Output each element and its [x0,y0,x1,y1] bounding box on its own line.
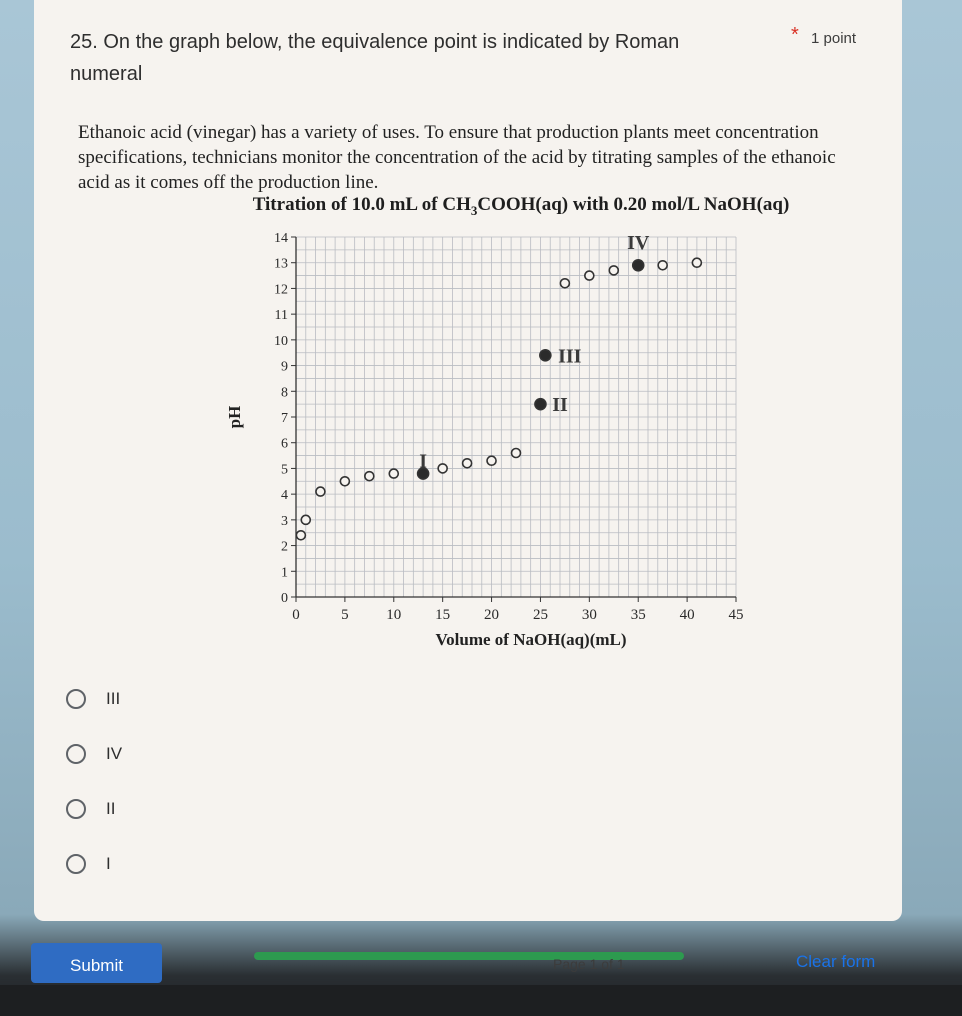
page-indicator: Page 1 of 1 [553,956,625,972]
point-annotation: IV [627,232,650,255]
option-label: I [106,854,111,873]
x-axis-label: Volume of NaOH(aq)(mL) [435,630,627,649]
x-tick-label: 25 [532,607,548,623]
y-tick-label: 9 [281,359,288,375]
option-row[interactable] [66,794,115,824]
radio-button[interactable] [66,744,86,764]
point-annotation: III [558,345,582,368]
y-tick-label: 4 [281,488,288,504]
question-context: Ethanoic acid (vinegar) has a variety of uses. To ensure that production plants meet concentration specifications, technicians monitor the concentration of the acid by titrating samples of the ethanoic acid as it comes off the production line. [78,122,836,193]
y-tick-label: 5 [281,462,288,478]
data-point [365,472,374,481]
data-point [389,469,398,478]
data-point [296,531,305,540]
y-tick-label: 1 [281,565,288,581]
points-label: 1 point [811,30,857,47]
y-tick-label: 10 [274,333,288,349]
x-tick-label: 40 [679,607,695,623]
option-label: III [106,689,121,708]
x-tick-label: 15 [435,607,451,623]
y-tick-label: 6 [281,436,288,452]
x-tick-label: 45 [728,607,744,623]
data-point [316,487,325,496]
point-annotation: II [552,394,568,417]
y-axis-label: pH [225,405,244,429]
x-tick-label: 35 [630,607,646,623]
submit-button[interactable]: Submit [31,943,162,983]
y-tick-label: 2 [281,539,288,555]
radio-button[interactable] [66,799,86,819]
labeled-point [535,399,546,410]
y-tick-label: 7 [281,411,288,426]
y-tick-label: 11 [274,308,288,324]
data-point [301,515,310,524]
x-tick-label: 30 [581,607,597,623]
required-marker: * [791,24,799,46]
y-tick-label: 14 [274,231,288,246]
y-tick-label: 3 [281,513,288,529]
x-tick-label: 20 [484,607,500,623]
data-point [463,459,472,468]
question-title: 25. On the graph below, the equivalence point is indicated by Roman numeral [70,31,680,85]
data-point [692,258,701,267]
data-point [658,261,667,270]
data-point [438,464,447,473]
data-point [340,477,349,486]
point-annotation: I [419,450,428,473]
y-tick-label: 13 [274,256,288,272]
option-row[interactable] [66,739,122,769]
data-point [585,271,594,280]
data-point [560,279,569,288]
y-tick-label: 8 [281,385,288,401]
y-tick-label: 0 [281,591,288,606]
x-tick-label: 0 [292,607,300,623]
data-point [512,449,521,458]
y-tick-label: 12 [274,282,288,298]
x-tick-label: 10 [386,607,402,623]
option-row[interactable] [66,684,120,714]
option-row[interactable] [66,849,111,879]
x-tick-label: 5 [341,607,349,623]
labeled-point [540,350,551,361]
radio-button[interactable] [66,854,86,874]
chart-title-text: Titration of 10.0 mL of $CH_3COOH(aq)$ with 0.20 mol/L NaOH(aq) [252,194,790,218]
screen-bezel [0,985,962,1016]
labeled-point [633,260,644,271]
clear-form-link[interactable]: Clear form [796,952,876,971]
option-label: IV [106,744,123,763]
data-point [609,266,618,275]
data-point [487,456,496,465]
option-label: II [106,799,116,818]
radio-button[interactable] [66,689,86,709]
